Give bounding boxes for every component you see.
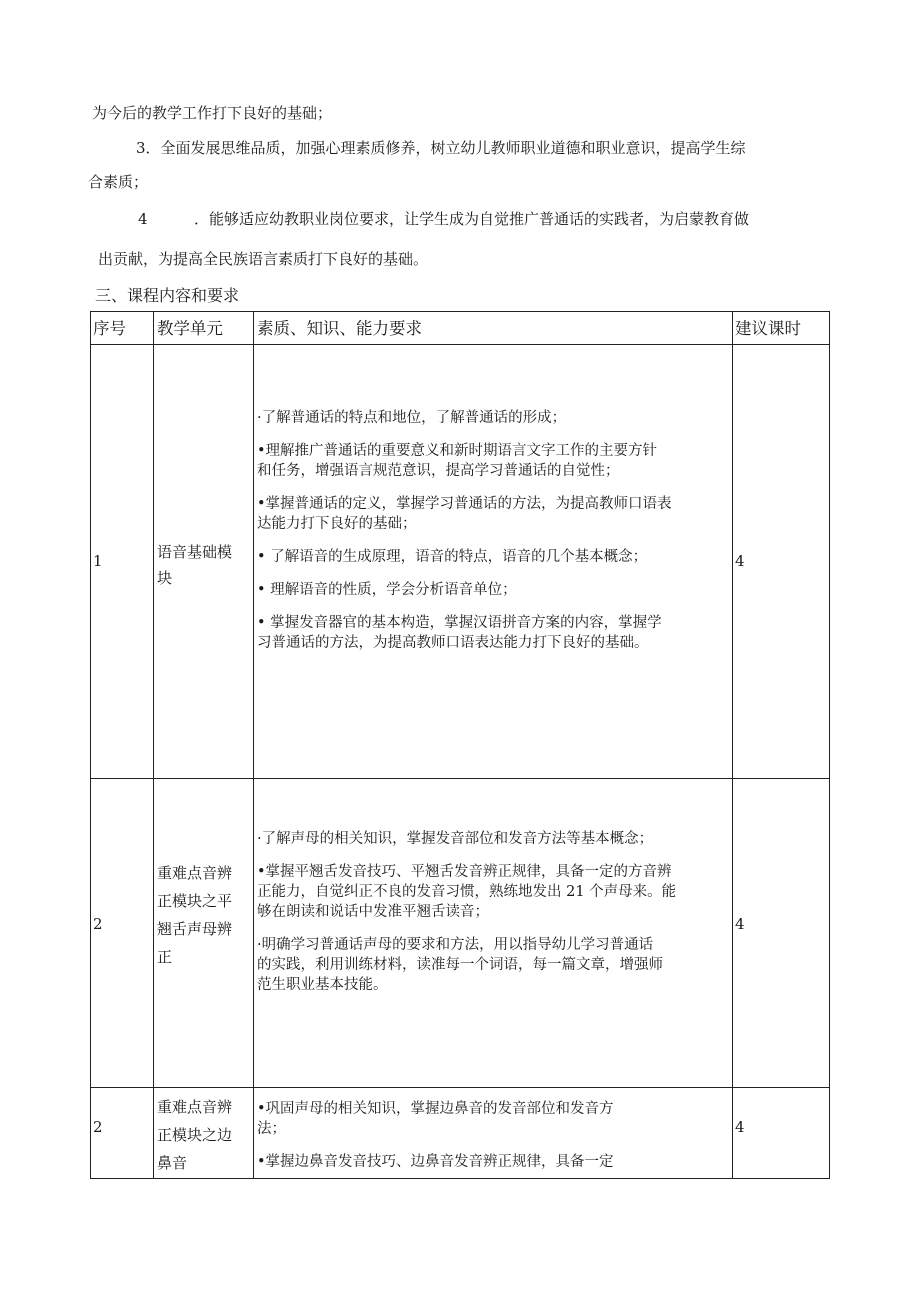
section-title: 三、课程内容和要求: [95, 286, 240, 305]
header-hours: 建议课时: [735, 319, 801, 338]
row-3-req-1: •巩固声母的相关知识，掌握边鼻音的发音部位和发音方 法；: [257, 1101, 614, 1137]
row-1-no: 1: [93, 552, 103, 570]
row-1-req-6: • 掌握发音器官的基本构造，掌握汉语拼音方案的内容，掌握学 习普通话的方法，为提高教师口语表达能力打下良好的基础。: [257, 615, 662, 651]
row-2-req-3: ·明确学习普通话声母的要求和方法，用以指导幼儿学习普通话 的实践，利用训练材料，读准每一个词语，每一篇文章，增强师 范生职业基本技能。: [257, 937, 663, 993]
row-3-unit: 重难点音辨 正模块之边 鼻音: [157, 1098, 233, 1172]
row-3-requirements: [257, 1099, 729, 1185]
header-requirements: 素质、知识、能力要求: [257, 319, 422, 338]
row-1-unit: 语音基础模 块: [157, 543, 233, 587]
row-3-hours: 4: [735, 1118, 745, 1136]
paragraph-2-line-2: 合素质；: [88, 173, 149, 191]
header-unit: 教学单元: [157, 319, 223, 338]
row-2-req-1: ·了解声母的相关知识，掌握发音部位和发音方法等基本概念；: [257, 831, 654, 847]
row-1-req-5: • 理解语音的性质，学会分析语音单位；: [257, 582, 517, 598]
row-2-unit: 重难点音辨 正模块之平 翘舌声母辨 正: [157, 864, 233, 966]
paragraph-3-number: 4: [138, 210, 148, 228]
row-2-no: 2: [93, 915, 103, 933]
paragraph-2-line-1: 3．全面发展思维品质，加强心理素质修养，树立幼儿教师职业道德和职业意识，提高学生综: [136, 139, 746, 157]
row-1-hours: 4: [735, 552, 745, 570]
row-1-requirements: [257, 408, 729, 666]
course-content-table: [90, 311, 830, 1179]
row-2-req-2: •掌握平翘舌发音技巧、平翘舌发音辨正规律，具备一定的方音辨 正能力，自觉纠正不良的发音习惯，熟练地发出 21 个声母来。能 够在朗读和说话中发准平翘舌读音；: [257, 864, 677, 920]
paragraph-3-line-2: 出贡献，为提高全民族语言素质打下良好的基础。: [98, 250, 429, 268]
row-1-req-4: • 了解语音的生成原理，语音的特点，语音的几个基本概念；: [257, 549, 648, 565]
row-2-requirements: [257, 829, 729, 1008]
row-1-req-3: •掌握普通话的定义，掌握学习普通话的方法，为提高教师口语表 达能力打下良好的基础；: [257, 496, 672, 532]
row-3-no: 2: [93, 1118, 103, 1136]
row-1-req-2: •理解推广普通话的重要意义和新时期语言文字工作的主要方针 和任务，增强语言规范意识，提高学习普通话的自觉性；: [257, 443, 658, 479]
row-1-req-1: ·了解普通话的特点和地位，了解普通话的形成；: [257, 410, 567, 426]
paragraph-1: 为今后的教学工作打下良好的基础；: [92, 104, 333, 122]
row-2-hours: 4: [735, 915, 745, 933]
row-3-req-2: •掌握边鼻音发音技巧、边鼻音发音辨正规律，具备一定: [257, 1154, 614, 1170]
paragraph-3-line-1: ．能够适应幼教职业岗位要求，让学生成为自觉推广普通话的实践者，为启蒙教育做: [194, 210, 750, 228]
header-no: 序号: [93, 319, 126, 338]
